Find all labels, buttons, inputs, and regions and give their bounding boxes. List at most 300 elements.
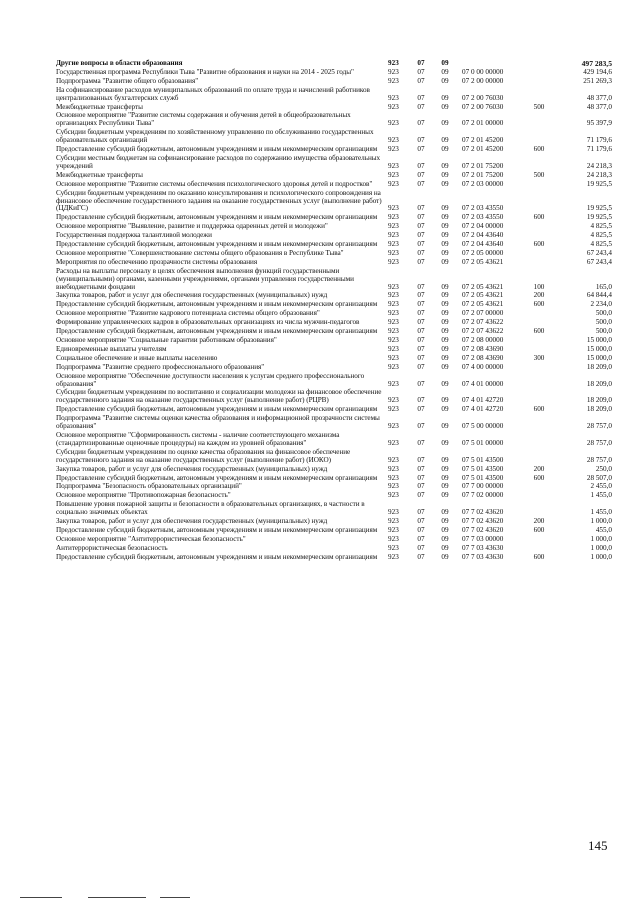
row-csr: 07 2 03 43550 [462,213,504,222]
table-row [56,112,612,128]
row-csr: 07 7 02 43620 [462,517,504,526]
table-row [56,241,612,249]
row-csr: 07 2 00 76030 [462,93,504,102]
row-ved: 923 [388,170,399,179]
row-rz: 07 [417,93,425,102]
table-row [56,87,612,103]
row-name: Основное мероприятие "Социальные гарантии работникам образования" [56,336,277,344]
row-pr: 09 [441,491,449,500]
table-row [56,518,612,526]
row-sum: 19 925,5 [586,204,612,213]
row-sum: 71 179,6 [586,145,612,154]
row-rz: 07 [417,248,425,257]
row-sum: 15 000,0 [586,336,612,344]
row-ved: 923 [388,136,399,145]
row-csr: 07 2 08 43690 [462,353,504,362]
row-name: Расходы на выплаты персоналу в целях обеспечения выполнения функций государственными (муниципальными) органами, казенными учреждениями, органами управления государственными внебюджетными фондами [56,266,354,291]
row-sum: 19 925,5 [586,213,612,222]
row-pr: 09 [441,170,449,179]
row-name: Основное мероприятие "Обеспечение доступности населения к услугам среднего профессионального образования" [56,371,365,388]
row-csr: 07 4 01 42720 [462,396,504,405]
row-sum: 28 507,0 [586,473,612,482]
footer-dash [88,897,146,898]
row-sum: 4 825,5 [590,231,612,240]
row-sum: 2 455,0 [590,482,612,491]
row-csr: 07 2 07 43622 [462,318,504,327]
row-csr: 07 2 07 00000 [462,309,504,318]
row-sum: 251 269,3 [583,76,612,85]
footer-dash [20,897,62,898]
row-ved: 923 [388,291,399,300]
row-name: Государственная поддержка талантливой молодежи [56,231,212,240]
row-ved: 923 [388,204,399,213]
row-sum: 15 000,0 [586,353,612,362]
row-pr: 09 [441,552,449,561]
table-row [56,527,612,535]
row-name: Антитеррористическая безопасность [56,543,168,552]
table-row [56,449,612,465]
row-sum: 18 209,0 [586,405,612,414]
table-row [56,223,612,231]
row-sum: 67 243,4 [586,248,612,257]
row-csr: 07 2 08 43690 [462,344,504,353]
page-number: 145 [588,838,608,853]
row-name: Закупка товаров, работ и услуг для обеспечения государственных (муниципальных) нужд [56,291,328,300]
row-sum: 500,0 [595,318,612,327]
row-sum: 19 925,5 [586,179,612,188]
row-vr: 200 [533,517,545,526]
row-csr: 07 5 01 43500 [462,464,504,473]
row-ved: 923 [388,240,399,249]
row-rz: 07 [417,76,425,85]
row-csr: 07 7 03 43630 [462,552,504,561]
row-sum: 95 397,9 [586,119,612,128]
row-ved: 923 [388,379,399,388]
row-csr: 07 2 04 43640 [462,240,504,249]
row-pr: 09 [441,534,449,543]
row-ved: 923 [388,362,399,371]
row-sum: 165,0 [595,282,612,291]
row-csr: 07 2 03 00000 [462,179,504,188]
row-pr: 09 [441,405,449,414]
row-ved: 923 [388,231,399,240]
row-name: Субсидии бюджетным учреждениям по оказанию консультирования и психологического сопровождения на финансовое обеспечение государственного задания на оказание государственных услуг (выполнение работ) (ЦДКиГС) [56,188,382,213]
row-ved: 923 [388,76,399,85]
row-sum: 1 455,0 [590,491,612,500]
row-csr: 07 2 01 45200 [462,145,504,154]
row-pr: 09 [441,362,449,371]
row-vr: 100 [533,282,545,291]
row-vr: 600 [533,525,545,534]
row-ved: 923 [388,534,399,543]
row-pr: 09 [441,102,449,111]
row-vr: 600 [533,240,545,249]
row-csr: 07 2 08 00000 [462,336,504,344]
row-sum: 455,0 [595,525,612,534]
row-rz: 07 [417,508,425,517]
row-pr: 09 [441,213,449,222]
row-pr: 09 [441,145,449,154]
row-name: Предоставление субсидий бюджетным, автономным учреждениям и иным некоммерческим организациям [56,300,378,309]
table-row [56,146,612,154]
row-ved: 923 [388,309,399,318]
row-ved: 923 [388,336,399,344]
row-ved: 923 [388,179,399,188]
row-pr: 09 [441,379,449,388]
table-row [56,415,612,431]
table-row [56,310,612,318]
row-pr: 09 [441,240,449,249]
row-pr: 09 [441,455,449,464]
row-sum: 4 825,5 [590,222,612,231]
row-name: Межбюджетные трансферты [56,170,143,179]
row-rz: 07 [417,136,425,145]
row-ved: 923 [388,482,399,491]
row-name: Предоставление субсидий бюджетным, автономным учреждениям и иным некоммерческим организациям [56,552,378,561]
row-sum: 250,0 [595,464,612,473]
row-vr: 200 [533,291,545,300]
row-pr: 09 [441,422,449,431]
row-name: Закупка товаров, работ и услуг для обеспечения государственных (муниципальных) нужд [56,464,328,473]
row-name: Предоставление субсидий бюджетным, автономным учреждениям и иным некоммерческим организациям [56,240,378,249]
row-ved: 923 [388,318,399,327]
row-pr: 09 [441,309,449,318]
row-pr: 09 [441,396,449,405]
row-sum: 1 000,0 [590,552,612,561]
row-ved: 923 [388,145,399,154]
row-name: Основное мероприятие "Развитие системы обеспечения психологического здоровья детей и подростков" [56,179,373,188]
table-row [56,337,612,345]
row-csr: 07 2 05 43621 [462,300,504,309]
row-ved: 923 [388,491,399,500]
row-csr: 07 2 05 43621 [462,291,504,300]
row-rz: 07 [417,300,425,309]
row-csr: 07 2 07 43622 [462,327,504,336]
row-ved: 923 [388,213,399,222]
row-csr: 07 4 00 00000 [462,362,504,371]
table-row [56,78,612,86]
row-sum: 1 000,0 [590,517,612,526]
row-pr: 09 [441,508,449,517]
table-row [56,554,612,562]
table-row [56,268,612,292]
row-rz: 07 [417,362,425,371]
row-name: Предоставление субсидий бюджетным, автономным учреждениям и иным некоммерческим организациям [56,145,378,154]
row-rz: 07 [417,543,425,552]
row-vr: 600 [533,552,545,561]
row-pr: 09 [441,222,449,231]
row-csr: 07 2 04 00000 [462,222,504,231]
row-ved: 923 [388,552,399,561]
row-pr: 09 [441,119,449,128]
row-name: Единовременные выплаты учителям [56,344,167,353]
row-ved: 923 [388,59,399,67]
row-pr: 09 [441,517,449,526]
row-rz: 07 [417,145,425,154]
row-ved: 923 [388,473,399,482]
row-rz: 07 [417,379,425,388]
row-csr: 07 5 01 43500 [462,473,504,482]
row-sum: 24 218,3 [586,161,612,170]
row-name: Субсидии бюджетным учреждениям по хозяйственному управлению по обслуживанию государственных образовательных организаций [56,128,374,145]
row-sum: 48 377,0 [586,102,612,111]
row-csr: 07 7 03 00000 [462,534,504,543]
row-ved: 923 [388,327,399,336]
row-sum: 67 243,4 [586,257,612,266]
row-name: Повышение уровня пожарной защиты и безопасности в образовательных организациях, в частности в социально значимых объектах [56,500,365,517]
row-name: Государственная программа Республики Тыва "Развитие образования и науки на 2014 - 2025 годы" [56,67,354,76]
table-row [56,319,612,327]
row-vr: 600 [533,300,545,309]
table-row [56,60,612,68]
table-row [56,355,612,363]
row-rz: 07 [417,161,425,170]
table-row [56,536,612,544]
row-sum: 18 209,0 [586,396,612,405]
scan-footer-marks [0,893,640,903]
row-rz: 07 [417,204,425,213]
row-pr: 09 [441,473,449,482]
row-rz: 07 [417,102,425,111]
row-name: Предоставление субсидий бюджетным, автономным учреждениям и иным некоммерческим организациям [56,327,378,336]
row-csr: 07 2 04 43640 [462,231,504,240]
row-pr: 09 [441,93,449,102]
table-row [56,69,612,77]
row-pr: 09 [441,282,449,291]
row-pr: 09 [441,318,449,327]
row-name: Субсидии бюджетным учреждениям по оценке качества образования на финансовое обеспечение государственного задания на оказание государственных услуг (выполнение работ) (ИОКО) [56,447,351,464]
table-row [56,346,612,354]
row-sum: 28 757,0 [586,422,612,431]
footer-dash [160,897,190,898]
row-pr: 09 [441,67,449,76]
row-ved: 923 [388,543,399,552]
row-sum: 4 825,5 [590,240,612,249]
row-rz: 07 [417,464,425,473]
budget-table [56,60,612,563]
table-row [56,104,612,112]
row-ved: 923 [388,102,399,111]
table-row [56,301,612,309]
row-csr: 07 7 02 43620 [462,525,504,534]
table-row [56,214,612,222]
row-rz: 07 [417,422,425,431]
row-name: Подпрограмма "Безопасность образовательных организаций" [56,482,242,491]
row-pr: 09 [441,59,449,67]
row-name: Подпрограмма "Развитие системы оценки качества образования и информационной прозрачности системы образования" [56,414,380,431]
row-name: Предоставление субсидий бюджетным, автономным учреждениям и иным некоммерческим организациям [56,405,378,414]
table-row [56,328,612,336]
row-name: На софинансирование расходов муниципальных образований по оплате труда и начислений работников централизованных бухгалтерских служб [56,85,370,102]
row-pr: 09 [441,464,449,473]
row-sum: 71 179,6 [586,136,612,145]
row-rz: 07 [417,240,425,249]
row-ved: 923 [388,67,399,76]
row-rz: 07 [417,309,425,318]
row-rz: 07 [417,231,425,240]
table-row [56,373,612,389]
row-ved: 923 [388,300,399,309]
row-pr: 09 [441,248,449,257]
row-pr: 09 [441,231,449,240]
row-vr: 600 [533,145,545,154]
row-pr: 09 [441,257,449,266]
table-row [56,172,612,180]
row-rz: 07 [417,517,425,526]
row-rz: 07 [417,473,425,482]
row-csr: 07 2 05 00000 [462,248,504,257]
row-name: Предоставление субсидий бюджетным, автономным учреждениям и иным некоммерческим организациям [56,525,378,534]
row-csr: 07 2 05 43621 [462,282,504,291]
row-sum: 1 000,0 [590,534,612,543]
row-sum: 1 455,0 [590,508,612,517]
table-row [56,155,612,171]
row-vr: 600 [533,405,545,414]
row-vr: 300 [533,353,545,362]
row-name: Подпрограмма "Развитие общего образования" [56,76,199,85]
row-sum: 500,0 [595,327,612,336]
row-sum: 28 757,0 [586,455,612,464]
row-rz: 07 [417,396,425,405]
row-ved: 923 [388,525,399,534]
row-ved: 923 [388,508,399,517]
row-name: Межбюджетные трансферты [56,102,143,111]
row-rz: 07 [417,179,425,188]
row-vr: 500 [533,102,545,111]
row-vr: 600 [533,473,545,482]
row-ved: 923 [388,248,399,257]
table-row [56,492,612,500]
row-name: Социальное обеспечение и иные выплаты населению [56,353,218,362]
row-name: Основное мероприятие "Сформированность системы - наличие соответствующего механизма (стандартизированные оценочные процедуры) на каждом из уровней образования" [56,430,340,447]
table-row [56,406,612,414]
row-csr: 07 5 01 00000 [462,438,504,447]
row-rz: 07 [417,405,425,414]
row-name: Предоставление субсидий бюджетным, автономным учреждениям и иным некоммерческим организациям [56,473,378,482]
row-ved: 923 [388,119,399,128]
row-rz: 07 [417,344,425,353]
row-rz: 07 [417,552,425,561]
row-sum: 497 283,5 [581,59,612,68]
row-ved: 923 [388,257,399,266]
row-pr: 09 [441,543,449,552]
row-pr: 09 [441,353,449,362]
row-ved: 923 [388,405,399,414]
row-rz: 07 [417,482,425,491]
row-pr: 09 [441,300,449,309]
row-vr: 600 [533,213,545,222]
row-name: Мероприятия по обеспечению прозрачности системы образования [56,257,258,266]
row-csr: 07 2 05 43621 [462,257,504,266]
row-rz: 07 [417,534,425,543]
row-rz: 07 [417,327,425,336]
row-rz: 07 [417,119,425,128]
row-name: Основное мероприятие "Совершенствование системы общего образования в Республике Тыва" [56,248,344,257]
row-csr: 07 7 02 43620 [462,508,504,517]
row-csr: 07 2 01 00000 [462,119,504,128]
table-row [56,250,612,258]
table-row [56,432,612,448]
row-name: Основное мероприятие "Противопожарная безопасность" [56,491,231,500]
row-name: Основное мероприятие "Антитеррористическая безопасность" [56,534,246,543]
table-row [56,483,612,491]
row-pr: 09 [441,344,449,353]
row-name: Основное мероприятие "Развитие кадрового потенциала системы общего образования" [56,309,320,318]
row-ved: 923 [388,422,399,431]
row-name: Субсидии бюджетным учреждениям по воспитанию и социализации молодежи на финансовое обеспечение государственного задания на оказание государственных услуг (выполнение работ) (РЦРВ) [56,388,382,405]
row-name: Основное мероприятие "Выявление, развитие и поддержка одаренных детей и молодежи" [56,222,328,231]
row-pr: 09 [441,327,449,336]
row-ved: 923 [388,161,399,170]
row-rz: 07 [417,318,425,327]
row-name: Формирование управленческих кадров в образовательных организациях из числа мужчин-педагогов [56,318,360,327]
row-ved: 923 [388,396,399,405]
row-sum: 48 377,0 [586,93,612,102]
row-name: Основное мероприятие "Развитие системы содержания и обучения детей в общеобразовательных организациях Республики Тыва" [56,111,351,128]
table-row [56,545,612,553]
row-name: Предоставление субсидий бюджетным, автономным учреждениям и иным некоммерческим организациям [56,213,378,222]
row-name: Другие вопросы в области образования [56,59,183,67]
row-csr: 07 7 03 43630 [462,543,504,552]
row-name: Закупка товаров, работ и услуг для обеспечения государственных (муниципальных) нужд [56,517,328,526]
row-ved: 923 [388,222,399,231]
table-row [56,181,612,189]
table-row [56,129,612,145]
row-ved: 923 [388,438,399,447]
row-csr: 07 2 01 75200 [462,170,504,179]
row-rz: 07 [417,213,425,222]
row-rz: 07 [417,59,425,67]
row-rz: 07 [417,491,425,500]
row-csr: 07 5 00 00000 [462,422,504,431]
table-row [56,501,612,517]
row-sum: 2 234,0 [590,300,612,309]
row-pr: 09 [441,161,449,170]
row-sum: 15 000,0 [586,344,612,353]
row-pr: 09 [441,204,449,213]
table-row [56,232,612,240]
row-sum: 64 844,4 [586,291,612,300]
row-pr: 09 [441,291,449,300]
row-rz: 07 [417,353,425,362]
row-sum: 1 000,0 [590,543,612,552]
row-ved: 923 [388,93,399,102]
row-name: Субсидии местным бюджетам на софинансирование расходов по содержанию имущества образовательных учреждений [56,153,381,170]
row-csr: 07 2 00 76030 [462,102,504,111]
row-sum: 18 209,0 [586,362,612,371]
row-pr: 09 [441,76,449,85]
row-pr: 09 [441,179,449,188]
row-rz: 07 [417,336,425,344]
row-rz: 07 [417,455,425,464]
row-pr: 09 [441,136,449,145]
row-csr: 07 4 01 00000 [462,379,504,388]
table-row [56,466,612,474]
row-ved: 923 [388,455,399,464]
row-pr: 09 [441,336,449,344]
row-ved: 923 [388,282,399,291]
row-csr: 07 2 01 45200 [462,136,504,145]
row-csr: 07 7 00 00000 [462,482,504,491]
row-rz: 07 [417,222,425,231]
row-vr: 500 [533,170,545,179]
row-ved: 923 [388,344,399,353]
row-ved: 923 [388,517,399,526]
row-ved: 923 [388,353,399,362]
row-rz: 07 [417,67,425,76]
row-pr: 09 [441,525,449,534]
row-csr: 07 5 01 43500 [462,455,504,464]
